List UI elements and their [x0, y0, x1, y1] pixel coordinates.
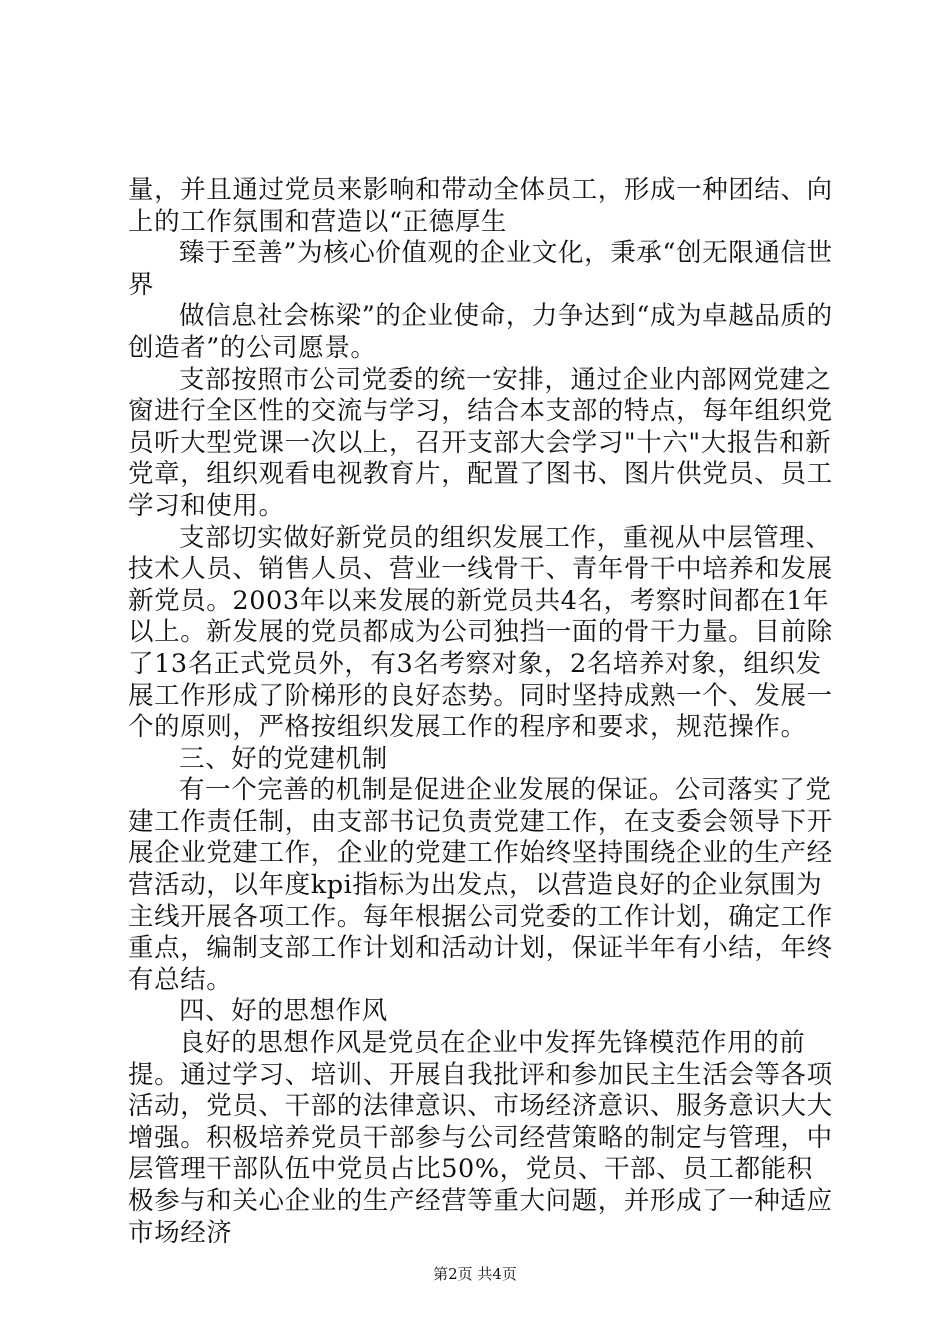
page-number-footer: 第2页 共4页 [433, 1265, 517, 1283]
section-heading-mechanism: 三、好的党建机制 [179, 743, 388, 774]
document-body [128, 175, 838, 1249]
paragraph-mechanism: 有一个完善的机制是促进企业发展的保证。公司落实了党建工作责任制，由支部书记负责党建工作，在支委会领导下开展企业党建工作，企业的党建工作始终坚持围绕企业的生产经营活动，以年度kpi指标为出发点，以营造良好的企业氛围为主线开展各项工作。每年根据公司党委的工作计划，确定工作重点，编制支部工作计划和活动计划，保证半年有小结，年终有总结。 [128, 775, 833, 995]
paragraph-style: 良好的思想作风是党员在企业中发挥先锋模范作用的前提。通过学习、培训、开展自我批评和参加民主生活会等各项活动，党员、干部的法律意识、市场经济意识、服务意识大大增强。积极培养党员干部参与公司经营策略的制定与管理，中层管理干部队伍中党员占比50%，党员、干部、员工都能积极参与和关心企业的生产经营等重大问题，并形成了一种适应市场经济 [128, 1028, 833, 1248]
section-heading-style: 四、好的思想作风 [179, 996, 388, 1027]
paragraph-mission: 做信息社会栋梁”的企业使命，力争达到“成为卓越品质的创造者”的公司愿景。 [128, 301, 833, 363]
paragraph-member-development: 支部切实做好新党员的组织发展工作，重视从中层管理、技术人员、销售人员、营业一线骨干、青年骨干中培养和发展新党员。2003年以来发展的新党员共4名，考察时间都在1年以上。新发展的党员都成为公司独挡一面的骨干力量。目前除了13名正式党员外，有3名考察对象，2名培养对象，组织发展工作形成了阶梯形的良好态势。同时坚持成熟一个、发展一个的原则，严格按组织发展工作的程序和要求，规范操作。 [128, 522, 833, 743]
paragraph-values: 臻于至善”为核心价值观的企业文化，秉承“创无限通信世界 [128, 238, 833, 300]
paragraph-continuation: 量，并且通过党员来影响和带动全体员工，形成一种团结、向上的工作氛围和营造以“正德厚生 [128, 175, 833, 237]
paragraph-study: 支部按照市公司党委的统一安排，通过企业内部网党建之窗进行全区性的交流与学习，结合本支部的特点，每年组织党员听大型党课一次以上，召开支部大会学习"十六"大报告和新党章，组织观看电视教育片，配置了图书、图片供党员、员工学习和使用。 [128, 364, 833, 521]
